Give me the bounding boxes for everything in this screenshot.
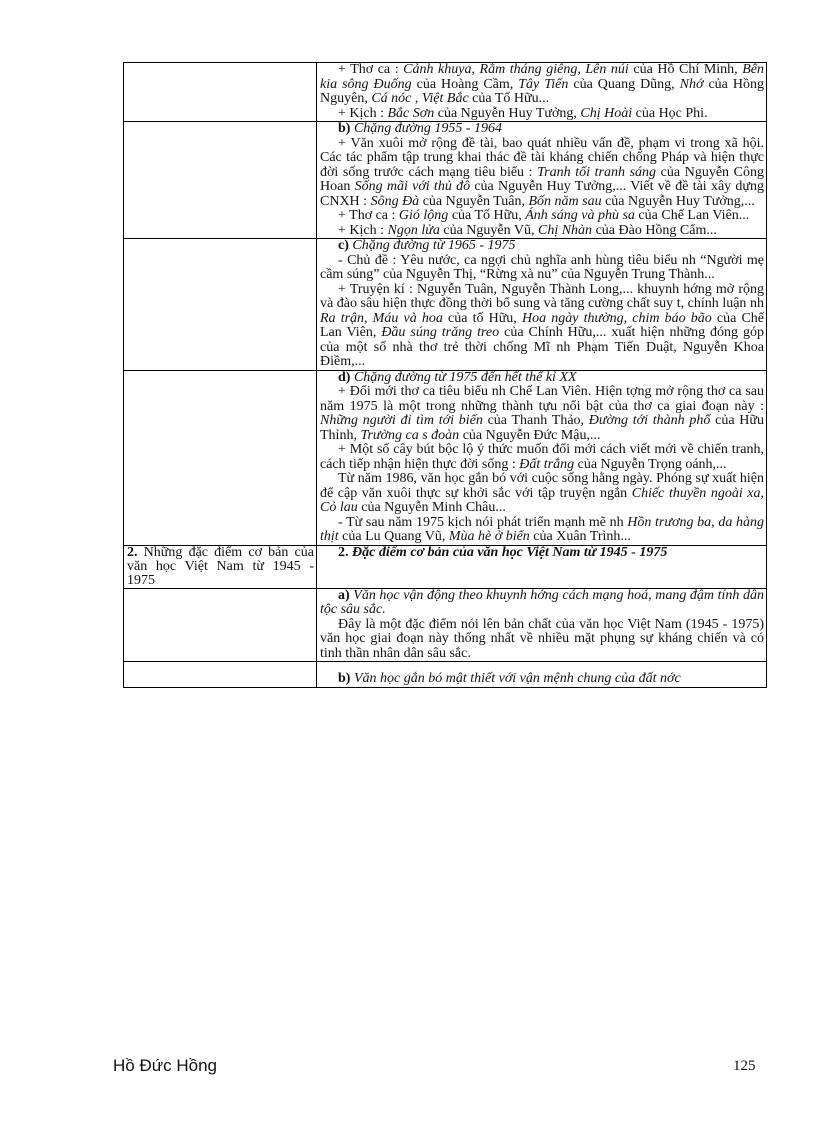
page-number: 125 [733, 1058, 756, 1074]
paragraph: Đây là một đặc điểm nói lên bản chất của văn học Việt Nam (1945 - 1975) văn học giai đoạn này thống nhất về nhiều mặt phụng sự kháng chiến và có tinh thần nhân dân sâu sắc. [320, 616, 764, 661]
section-heading: c) Chặng đường từ 1965 - 1975 [338, 238, 516, 253]
table-row [124, 122, 767, 239]
paragraph: + Thơ ca : Cảnh khuya, Rằm tháng giêng, Lên núi của Hồ Chí Minh, Bên kia sông Đuống của Hoàng Cầm, Tây Tiến của Quang Dũng, Nhớ của Hồng Nguyên, Cá nóc , Việt Bắc của Tố Hữu... [320, 62, 764, 106]
table-row [124, 370, 767, 545]
section-heading: a) Văn học vận động theo khuynh hớng cách mạng hoá, mang đậm tính dân tộc sâu sắc. [320, 587, 764, 617]
section-heading: d) Chặng đường từ 1975 đến hết thế kỉ XX [338, 369, 577, 385]
section-heading: b) Chặng đường 1955 - 1964 [338, 121, 503, 136]
left-cell [124, 370, 317, 545]
right-cell [317, 63, 767, 122]
paragraph: + Thơ ca : Gió lộng của Tố Hữu, Ánh sáng và phù sa của Chế Lan Viên... [338, 208, 750, 223]
right-cell [317, 370, 767, 545]
left-cell [124, 662, 317, 688]
paragraph: + Đổi mới thơ ca tiêu biểu nh Chế Lan Viên. Hiện tợng mở rộng thơ ca sau năm 1975 là một trong những thành tựu nổi bật của thơ ca giai đoạn này : Những người đi tìm tới biển của Thanh Thảo, Đường tới thành phố của Hữu Thỉnh, Trường ca s đoàn của Nguyễn Đức Mậu,... [320, 384, 765, 443]
paragraph: + Văn xuôi mở rộng đề tài, bao quát nhiều vấn đề, phạm vi trong xã hội. Các tác phẩm tập trung khai thác đề tài kháng chiến chống Pháp và hiện thực đời sống trước cách mạng tiêu biểu : Tranh tối tranh sáng của Nguyễn Công Hoan Sống mãi với thủ đô của Nguyễn Huy Tưởng,... Viết về đề tài xây dựng CNXH : Sông Đà của Nguyễn Tuân, Bốn năm sau của Nguyễn Huy Tưởng,... [320, 135, 765, 209]
table-row [124, 239, 767, 371]
paragraph: + Kịch : Ngọn lửa của Nguyễn Vũ, Chị Nhàn của Đào Hồng Cẩm... [338, 222, 717, 238]
left-cell [124, 588, 317, 662]
right-cell [317, 239, 767, 371]
table-row [124, 63, 767, 122]
left-cell [124, 239, 317, 371]
paragraph: - Từ sau năm 1975 kịch nói phát triển mạnh mẽ nh Hồn trương ba, da hàng thịt của Lu Quang Vũ, Mùa hè ở biển của Xuân Trình... [320, 514, 764, 544]
right-cell [317, 545, 767, 588]
section-heading: 2. Đặc điểm cơ bản của văn học Việt Nam từ 1945 - 1975 [338, 544, 668, 560]
table-row [124, 545, 767, 588]
right-cell [317, 588, 767, 662]
content-table [123, 62, 767, 688]
right-cell [317, 662, 767, 688]
paragraph: Từ năm 1986, văn học gắn bó với cuộc sống hằng ngày. Phóng sự xuất hiện để cập văn xuôi thực sự khởi sắc với tập truyện ngắn Chiếc thuyền ngoài xa, Cỏ lau của Nguyễn Minh Châu... [320, 471, 764, 515]
table-body [124, 63, 767, 688]
left-cell [124, 63, 317, 122]
table-row [124, 588, 767, 662]
left-cell [124, 122, 317, 239]
footer-author: Hồ Đức Hồng [113, 1056, 217, 1075]
paragraph: + Một số cây bút bộc lộ ý thức muốn đổi mới cách viết mới về chiến tranh, cách tiếp nhận hiện thực đời sống : Đất trắng của Nguyễn Trọng oánh,... [320, 442, 764, 472]
paragraph: - Chủ đề : Yêu nước, ca ngợi chủ nghĩa anh hùng tiêu biểu nh “Người mẹ cầm súng” của Nguyễn Thị, “Rừng xà nu” của Nguyễn Trung Thành... [320, 252, 764, 282]
right-cell [317, 122, 767, 239]
section-heading: b) Văn học gắn bó mật thiết với vận mệnh chung của đất nớc [338, 671, 681, 686]
paragraph: + Truyện kí : Nguyễn Tuân, Nguyễn Thành Long,... khuynh hớng mở rộng và đào sâu hiện thực đồng thời bổ sung và tăng cường chất suy t, chính luận nh Ra trận, Máu và hoa của tố Hữu, Hoa ngày thường, chim báo bão của Chế Lan Viên, Đầu súng trăng treo của Chính Hữu,... xuất hiện những đóng góp của một số nhà thơ trẻ thời chống Mĩ nh Phạm Tiến Duật, Nguyễn Khoa Điềm,... [320, 281, 765, 369]
left-cell: 2. Những đặc điểm cơ bản của văn học Việt Nam từ 1945 - 1975 [124, 545, 317, 588]
paragraph: + Kịch : Bắc Sơn của Nguyễn Huy Tưởng, Chị Hoài của Học Phi. [338, 105, 708, 121]
table-row [124, 662, 767, 688]
